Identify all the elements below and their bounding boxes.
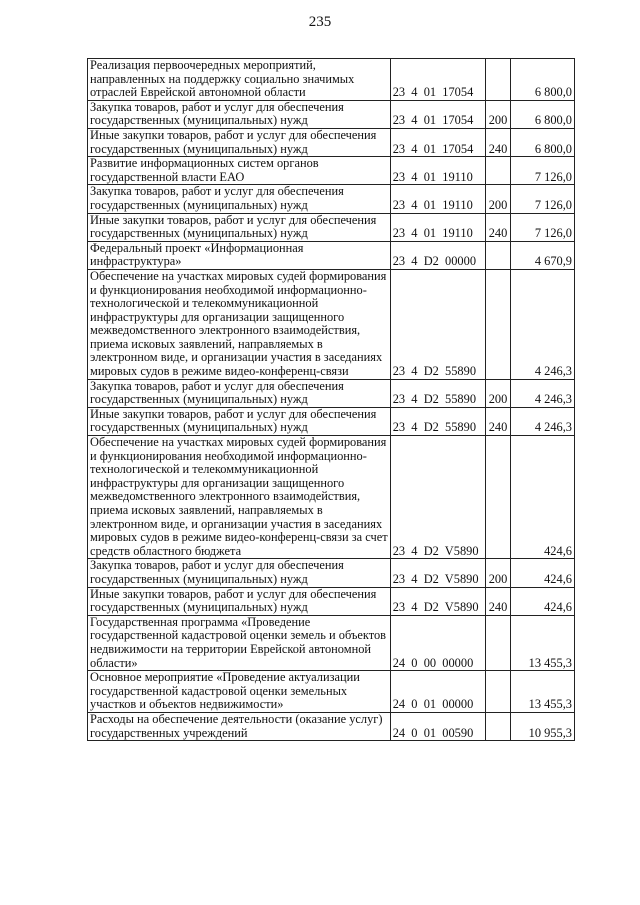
row-code: 23 4 D2 55890 xyxy=(390,379,485,407)
row-name: Государственная программа «Проведение государственной кадастровой оценки земель и объектов недвижимости на территории Еврейской автономной области» xyxy=(88,615,391,670)
page-number: 235 xyxy=(308,14,332,30)
row-code: 23 4 01 17054 xyxy=(390,59,485,101)
row-expense-type xyxy=(485,269,510,379)
row-amount: 13 455,3 xyxy=(511,615,575,670)
row-expense-type xyxy=(485,671,510,713)
row-code: 23 4 D2 V5890 xyxy=(390,436,485,559)
row-code: 23 4 01 17054 xyxy=(390,100,485,128)
row-amount: 7 126,0 xyxy=(511,213,575,241)
row-name: Обеспечение на участках мировых судей формирования и функционирования необходимой информационно-технологической и телекоммуникационной инфраструктуры для организации защищенного межведомственного электронного взаимодействия, приема исковых заявлений, направляемых в электронном виде, и организации участия в заседаниях мировых судов в режиме видео-конференц-связи за счет средств областного бюджета xyxy=(88,436,391,559)
row-amount: 6 800,0 xyxy=(511,128,575,156)
row-name: Иные закупки товаров, работ и услуг для обеспечения государственных (муниципальных) нужд xyxy=(88,128,391,156)
table-row xyxy=(88,559,575,587)
row-name: Иные закупки товаров, работ и услуг для обеспечения государственных (муниципальных) нужд xyxy=(88,587,391,615)
budget-table xyxy=(87,58,575,741)
row-expense-type xyxy=(485,712,510,740)
row-code: 23 4 01 19110 xyxy=(390,157,485,185)
row-expense-type: 240 xyxy=(485,407,510,435)
row-expense-type xyxy=(485,436,510,559)
row-expense-type: 200 xyxy=(485,559,510,587)
table-row xyxy=(88,712,575,740)
row-name: Основное мероприятие «Проведение актуализации государственной кадастровой оценки земельных участков и объектов недвижимости» xyxy=(88,671,391,713)
row-expense-type xyxy=(485,615,510,670)
row-expense-type xyxy=(485,241,510,269)
table-row xyxy=(88,587,575,615)
table-row xyxy=(88,407,575,435)
row-amount: 424,6 xyxy=(511,587,575,615)
table-row xyxy=(88,185,575,213)
row-amount: 7 126,0 xyxy=(511,157,575,185)
row-name: Федеральный проект «Информационная инфраструктура» xyxy=(88,241,391,269)
table-row xyxy=(88,100,575,128)
row-amount: 424,6 xyxy=(511,436,575,559)
row-expense-type: 240 xyxy=(485,128,510,156)
row-expense-type: 200 xyxy=(485,100,510,128)
row-code: 24 0 00 00000 xyxy=(390,615,485,670)
row-expense-type: 200 xyxy=(485,185,510,213)
row-expense-type xyxy=(485,59,510,101)
table-row xyxy=(88,671,575,713)
row-name: Иные закупки товаров, работ и услуг для обеспечения государственных (муниципальных) нужд xyxy=(88,407,391,435)
row-name: Закупка товаров, работ и услуг для обеспечения государственных (муниципальных) нужд xyxy=(88,379,391,407)
row-code: 23 4 D2 00000 xyxy=(390,241,485,269)
table-row xyxy=(88,157,575,185)
table-row xyxy=(88,615,575,670)
row-amount: 6 800,0 xyxy=(511,59,575,101)
row-amount: 6 800,0 xyxy=(511,100,575,128)
row-name: Иные закупки товаров, работ и услуг для обеспечения государственных (муниципальных) нужд xyxy=(88,213,391,241)
row-code: 23 4 01 17054 xyxy=(390,128,485,156)
row-code: 23 4 01 19110 xyxy=(390,213,485,241)
row-amount: 4 246,3 xyxy=(511,407,575,435)
table-row xyxy=(88,59,575,101)
row-code: 23 4 D2 V5890 xyxy=(390,587,485,615)
row-name: Закупка товаров, работ и услуг для обеспечения государственных (муниципальных) нужд xyxy=(88,100,391,128)
row-code: 23 4 D2 V5890 xyxy=(390,559,485,587)
table-row xyxy=(88,128,575,156)
row-code: 23 4 D2 55890 xyxy=(390,407,485,435)
row-expense-type: 200 xyxy=(485,379,510,407)
row-name: Реализация первоочередных мероприятий, направленных на поддержку социально значимых отраслей Еврейской автономной области xyxy=(88,59,391,101)
table-row xyxy=(88,379,575,407)
row-code: 23 4 01 19110 xyxy=(390,185,485,213)
table-row xyxy=(88,436,575,559)
row-name: Развитие информационных систем органов государственной власти ЕАО xyxy=(88,157,391,185)
row-amount: 13 455,3 xyxy=(511,671,575,713)
table-row xyxy=(88,241,575,269)
row-amount: 4 246,3 xyxy=(511,379,575,407)
row-code: 24 0 01 00000 xyxy=(390,671,485,713)
row-name: Обеспечение на участках мировых судей формирования и функционирования необходимой информационно-технологической и телекоммуникационной инфраструктуры для организации защищенного межведомственного электронного взаимодействия, приема исковых заявлений, направляемых в электронном виде, и организации участия в заседаниях мировых судов в режиме видео-конференц-связи xyxy=(88,269,391,379)
row-amount: 4 246,3 xyxy=(511,269,575,379)
row-name: Закупка товаров, работ и услуг для обеспечения государственных (муниципальных) нужд xyxy=(88,185,391,213)
row-code: 23 4 D2 55890 xyxy=(390,269,485,379)
row-name: Закупка товаров, работ и услуг для обеспечения государственных (муниципальных) нужд xyxy=(88,559,391,587)
row-expense-type: 240 xyxy=(485,213,510,241)
row-expense-type: 240 xyxy=(485,587,510,615)
row-amount: 7 126,0 xyxy=(511,185,575,213)
row-amount: 424,6 xyxy=(511,559,575,587)
row-name: Расходы на обеспечение деятельности (оказание услуг) государственных учреждений xyxy=(88,712,391,740)
table-row xyxy=(88,269,575,379)
row-amount: 10 955,3 xyxy=(511,712,575,740)
table-row xyxy=(88,213,575,241)
row-amount: 4 670,9 xyxy=(511,241,575,269)
row-code: 24 0 01 00590 xyxy=(390,712,485,740)
row-expense-type xyxy=(485,157,510,185)
